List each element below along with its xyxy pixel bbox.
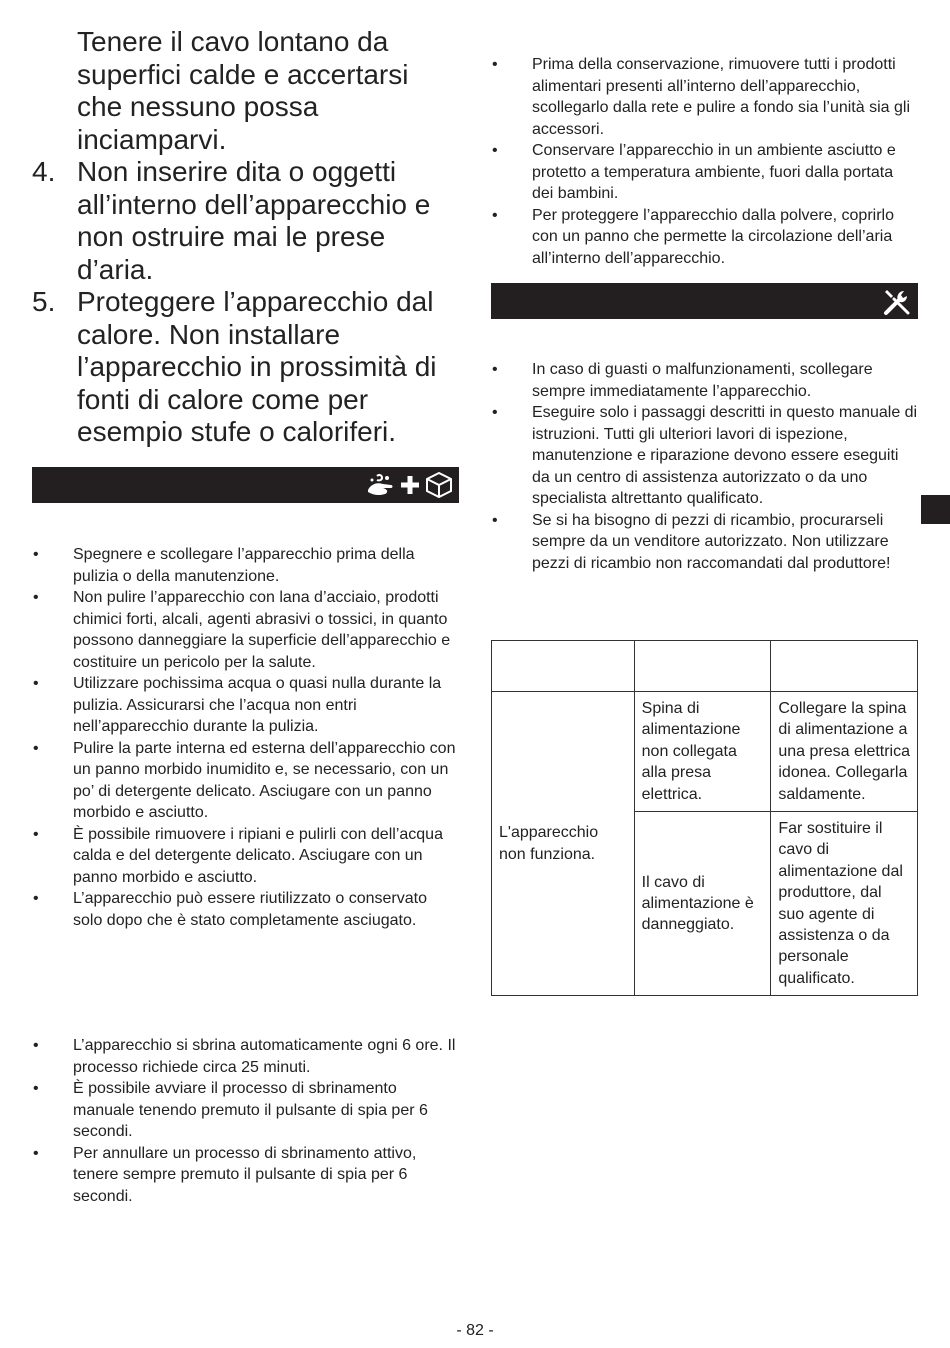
- box-icon: [425, 471, 453, 499]
- list-item: • Pulire la parte interna ed esterna dell’apparecchio con un panno morbido inumidito e, se necessario, con un po’ di detergente delicato. Asciugare con un panno morbido e asciutto.: [32, 738, 459, 824]
- list-item: • L’apparecchio può essere riutilizzato o conservato solo dopo che è stato completamente asciugato.: [32, 888, 459, 931]
- table-header-cell: [771, 641, 918, 692]
- solution-cell: Far sostituire il cavo di alimentazione dal produttore, dal suo agente di assistenza o da personale qualificato.: [771, 812, 918, 996]
- table-header-cell: [634, 641, 771, 692]
- repair-section-header: [491, 283, 918, 319]
- list-item: • Utilizzare pochissima acqua o quasi nulla durante la pulizia. Assicurarsi che l’acqua non entri nell’apparecchio durante la pulizia.: [32, 673, 459, 738]
- list-item: • Spegnere e scollegare l’apparecchio prima della pulizia o della manutenzione.: [32, 544, 459, 587]
- troubleshooting-table: [491, 640, 918, 996]
- safety-item-4: [32, 156, 452, 286]
- cause-cell: Spina di alimentazione non collegata alla presa elettrica.: [634, 692, 771, 812]
- list-item: • In caso di guasti o malfunzionamenti, scollegare sempre immediatamente l’apparecchio.: [491, 359, 918, 402]
- tools-icon: [882, 287, 912, 317]
- safety-instructions-continued: [32, 26, 452, 449]
- list-item: • È possibile rimuovere i ripiani e pulirli con dell’acqua calda e del detergente delicato. Asciugare con un panno morbido e asciutto.: [32, 824, 459, 889]
- language-tab-marker: [921, 495, 950, 524]
- storage-bullet-list: [491, 54, 918, 269]
- page-number: - 82 -: [456, 1322, 494, 1339]
- cleaning-hand-icon: [365, 472, 395, 498]
- cleaning-section-header: [32, 467, 459, 503]
- table-row: [492, 692, 918, 812]
- list-item: • Se si ha bisogno di pezzi di ricambio, procurarseli sempre da un venditore autorizzato. Non utilizzare pezzi di ricambio non raccomandati dal produttore!: [491, 510, 918, 575]
- list-item: • Eseguire solo i passaggi descritti in questo manuale di istruzioni. Tutti gli ulteriori lavori di ispezione, manutenzione e riparazione devono essere eseguiti da un centro di assistenza autorizzato o da uno specialista altrettanto qualificato.: [491, 402, 918, 510]
- repair-bullet-list: [491, 359, 918, 574]
- table-header-cell: [492, 641, 635, 692]
- list-item: • Per annullare un processo di sbrinamento attivo, tenere sempre premuto il pulsante di spia per 6 secondi.: [32, 1143, 459, 1208]
- cleaning-bullet-list: [32, 544, 459, 931]
- safety-item-4-number: 4.: [32, 156, 56, 187]
- cause-cell: Il cavo di alimentazione è danneggiato.: [634, 812, 771, 996]
- safety-item-3-continuation: Tenere il cavo lontano da superfici calde e accertarsi che nessuno possa inciamparvi.: [77, 26, 409, 155]
- plus-icon: [399, 474, 421, 496]
- list-item: • Conservare l’apparecchio in un ambiente asciutto e protetto a temperatura ambiente, fuori dalla portata dei bambini.: [491, 140, 918, 205]
- solution-cell: Collegare la spina di alimentazione a una presa elettrica idonea. Collegarla saldamente.: [771, 692, 918, 812]
- safety-item-5: [32, 286, 452, 449]
- list-item: • Non pulire l’apparecchio con lana d’acciaio, prodotti chimici forti, alcali, agenti abrasivi o tossici, in quanto possono danneggiare la superficie dell’apparecchio e costituire un pericolo per la salute.: [32, 587, 459, 673]
- problem-cell: L'apparecchio non funziona.: [492, 692, 635, 996]
- table-header-row: [492, 641, 918, 692]
- safety-item-4-text: Non inserire dita o oggetti all’interno dell’apparecchio e non ostruire mai le prese d’aria.: [77, 156, 431, 285]
- safety-item-5-number: 5.: [32, 286, 56, 317]
- defrost-bullet-list: [32, 1035, 459, 1207]
- list-item: • Per proteggere l’apparecchio dalla polvere, coprirlo con un panno che permette la circolazione dell’aria all’interno dell’apparecchio.: [491, 205, 918, 270]
- list-item: • L’apparecchio si sbrina automaticamente ogni 6 ore. Il processo richiede circa 25 minuti.: [32, 1035, 459, 1078]
- list-item: • Prima della conservazione, rimuovere tutti i prodotti alimentari presenti all’interno dell’apparecchio, scollegarlo dalla rete e pulire a fondo sia l’unità sia gli accessori.: [491, 54, 918, 140]
- safety-item-5-text: Proteggere l’apparecchio dal calore. Non installare l’apparecchio in prossimità di fonti di calore come per esempio stufe o caloriferi.: [77, 286, 437, 447]
- list-item: • È possibile avviare il processo di sbrinamento manuale tenendo premuto il pulsante di spia per 6 secondi.: [32, 1078, 459, 1143]
